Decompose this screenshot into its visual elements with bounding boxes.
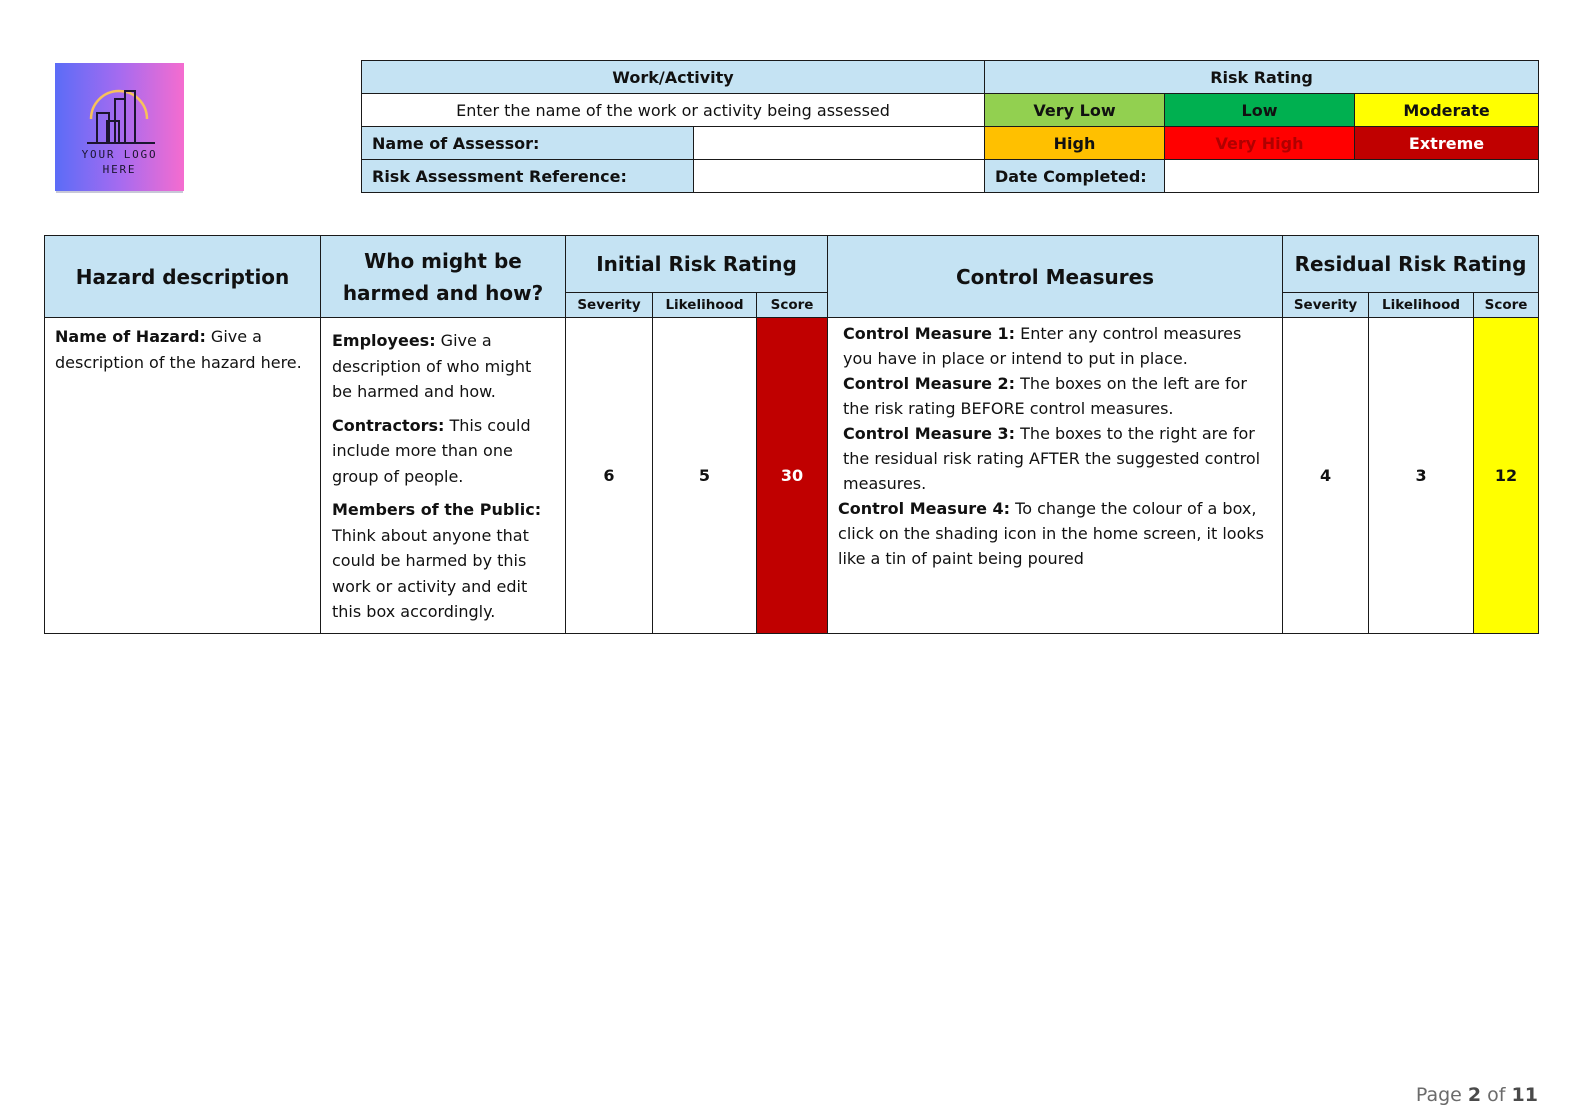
initial-severity-header: Severity — [566, 293, 653, 318]
control-measures-cell[interactable] — [828, 318, 1283, 634]
control-measures-header: Control Measures — [828, 236, 1283, 318]
hazard-cell[interactable] — [45, 318, 321, 634]
risk-assessment-table — [44, 235, 1539, 634]
logo-text-line2: HERE — [102, 163, 137, 176]
who-public-text: Think about anyone that could be harmed by this work or activity and edit this box accordingly. — [332, 500, 547, 621]
rating-low: Low — [1165, 94, 1355, 127]
work-activity-label: Work/Activity — [362, 61, 985, 94]
date-completed-label: Date Completed: — [985, 160, 1165, 193]
assessor-input[interactable] — [694, 127, 985, 160]
page-number — [1416, 1084, 1538, 1106]
residual-likelihood-header: Likelihood — [1369, 293, 1474, 318]
control-measure-2 — [838, 371, 1266, 421]
who-contractors — [332, 413, 553, 490]
residual-likelihood-value[interactable]: 3 — [1369, 318, 1474, 634]
control-measure-3-label: Control Measure 3: — [843, 424, 1016, 443]
residual-risk-header: Residual Risk Rating — [1283, 236, 1539, 293]
who-harmed-header-line1: Who might be — [364, 248, 522, 273]
hazard-name-label: Name of Hazard: — [55, 327, 206, 346]
hazard-description-text: Give a description of the hazard here. — [55, 327, 302, 372]
table-row — [45, 318, 1539, 634]
rating-high: High — [985, 127, 1165, 160]
residual-score-header: Score — [1474, 293, 1539, 318]
who-harmed-header — [321, 236, 566, 318]
who-harmed-header-line2: harmed and how? — [342, 280, 544, 305]
control-measure-4-label: Control Measure 4: — [838, 499, 1011, 518]
who-public-label: Members of the Public: — [332, 500, 542, 519]
control-measure-2-label: Control Measure 2: — [843, 374, 1016, 393]
hazard-description-header: Hazard description — [45, 236, 321, 318]
risk-rating-label: Risk Rating — [985, 61, 1539, 94]
reference-label: Risk Assessment Reference: — [362, 160, 694, 193]
initial-severity-value[interactable]: 6 — [566, 318, 653, 634]
initial-score-value[interactable]: 30 — [757, 318, 828, 634]
initial-likelihood-header: Likelihood — [653, 293, 757, 318]
who-contractors-label: Contractors: — [332, 415, 445, 435]
initial-score-header: Score — [757, 293, 828, 318]
page-of: of — [1481, 1084, 1512, 1106]
who-employees-text: Give a description of who might be harmed and how. — [332, 331, 537, 401]
page-current: 2 — [1467, 1084, 1482, 1106]
who-public — [332, 497, 553, 625]
page-prefix: Page — [1415, 1084, 1468, 1106]
date-completed-input[interactable] — [1165, 160, 1539, 193]
company-logo-placeholder — [55, 63, 184, 191]
control-measure-4-text: To change the colour of a box, click on the shading icon in the home screen, it looks like a tin of paint being poured — [838, 499, 1270, 568]
building-logo-icon — [77, 77, 162, 147]
rating-moderate: Moderate — [1355, 94, 1539, 127]
residual-severity-value[interactable]: 4 — [1283, 318, 1369, 634]
control-measure-1-label: Control Measure 1: — [843, 324, 1016, 343]
control-measure-3 — [838, 421, 1266, 496]
assessor-label: Name of Assessor: — [362, 127, 694, 160]
control-measure-2-text: The boxes on the left are for the risk rating BEFORE control measures. — [843, 374, 1253, 418]
rating-very-high: Very High — [1165, 127, 1355, 160]
who-employees-label: Employees: — [332, 331, 436, 350]
reference-input[interactable] — [694, 160, 985, 193]
who-employees — [332, 328, 553, 405]
residual-score-value[interactable]: 12 — [1474, 318, 1539, 634]
work-activity-input[interactable]: Enter the name of the work or activity being assessed — [362, 94, 985, 127]
rating-very-low: Very Low — [985, 94, 1165, 127]
control-measure-1-text: Enter any control measures you have in place or intend to put in place. — [843, 324, 1247, 368]
initial-likelihood-value[interactable]: 5 — [653, 318, 757, 634]
initial-risk-header: Initial Risk Rating — [566, 236, 828, 293]
control-measure-1 — [838, 321, 1266, 371]
rating-extreme: Extreme — [1355, 127, 1539, 160]
residual-severity-header: Severity — [1283, 293, 1369, 318]
assessment-header-table — [361, 60, 1539, 193]
who-contractors-text: This could include more than one group of people. — [332, 415, 536, 486]
who-harmed-cell[interactable] — [321, 318, 566, 634]
control-measure-3-text: The boxes to the right are for the residual risk rating AFTER the suggested control measures. — [843, 424, 1266, 493]
control-measure-4 — [838, 496, 1270, 571]
logo-text-line1: YOUR LOGO — [81, 148, 158, 161]
page-total: 11 — [1511, 1084, 1538, 1106]
